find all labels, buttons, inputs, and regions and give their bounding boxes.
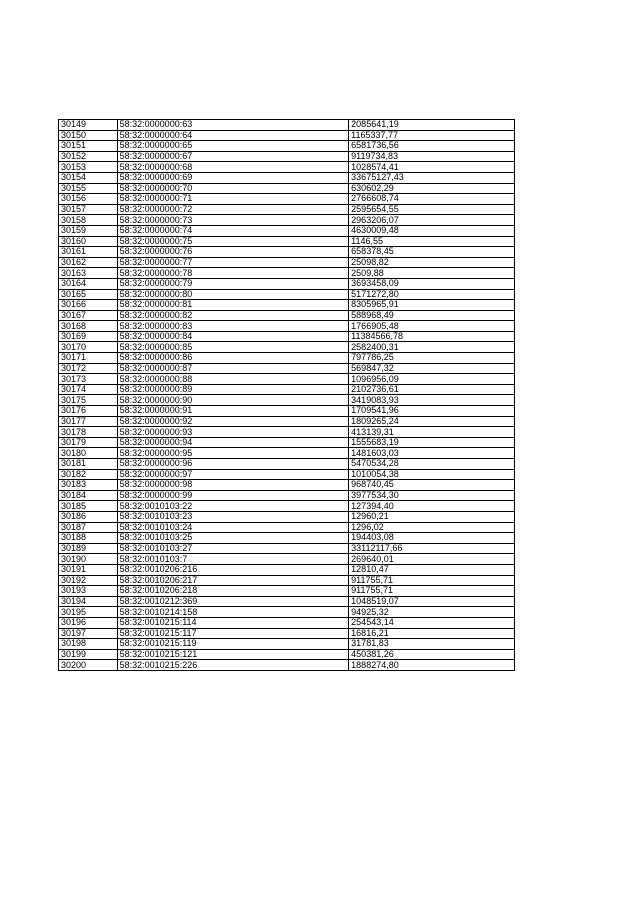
row-number-cell: 30153 — [59, 162, 118, 173]
table-row — [59, 172, 515, 183]
value-cell: 33112117,66 — [349, 543, 515, 554]
table-row — [59, 607, 515, 618]
row-number-cell: 30183 — [59, 480, 118, 491]
table-row — [59, 617, 515, 628]
row-number-cell: 30179 — [59, 437, 118, 448]
cadastral-number-cell: 58:32:0000000:80 — [117, 289, 349, 300]
table-row — [59, 363, 515, 374]
row-number-cell: 30150 — [59, 130, 118, 141]
table-row — [59, 204, 515, 215]
table-row — [59, 268, 515, 279]
table-row — [59, 416, 515, 427]
table-row — [59, 151, 515, 162]
cadastral-number-cell: 58:32:0000000:64 — [117, 130, 349, 141]
row-number-cell: 30165 — [59, 289, 118, 300]
value-cell: 968740,45 — [349, 480, 515, 491]
value-cell: 1888274,80 — [349, 660, 515, 671]
value-cell: 3977534,30 — [349, 490, 515, 501]
row-number-cell: 30169 — [59, 331, 118, 342]
table-row — [59, 639, 515, 650]
row-number-cell: 30199 — [59, 649, 118, 660]
table-row — [59, 596, 515, 607]
value-cell: 911755,71 — [349, 575, 515, 586]
row-number-cell: 30182 — [59, 469, 118, 480]
table-row — [59, 522, 515, 533]
value-cell: 3419083,93 — [349, 395, 515, 406]
table-row — [59, 194, 515, 205]
cadastral-number-cell: 58:32:0000000:84 — [117, 331, 349, 342]
cadastral-number-cell: 58:32:0010215:114 — [117, 617, 349, 628]
value-cell: 413139,31 — [349, 427, 515, 438]
row-number-cell: 30156 — [59, 194, 118, 205]
table-row — [59, 395, 515, 406]
table-row — [59, 130, 515, 141]
cadastral-number-cell: 58:32:0010206:217 — [117, 575, 349, 586]
value-cell: 9119734,83 — [349, 151, 515, 162]
table-row — [59, 257, 515, 268]
cadastral-number-cell: 58:32:0000000:63 — [117, 120, 349, 131]
value-cell: 16816,21 — [349, 628, 515, 639]
cadastral-number-cell: 58:32:0000000:81 — [117, 300, 349, 311]
row-number-cell: 30159 — [59, 225, 118, 236]
table-row — [59, 543, 515, 554]
value-cell: 1555683,19 — [349, 437, 515, 448]
value-cell: 12960,21 — [349, 511, 515, 522]
row-number-cell: 30187 — [59, 522, 118, 533]
table-row — [59, 141, 515, 152]
row-number-cell: 30191 — [59, 564, 118, 575]
value-cell: 269640,01 — [349, 554, 515, 565]
value-cell: 630602,29 — [349, 183, 515, 194]
cadastral-number-cell: 58:32:0000000:96 — [117, 459, 349, 470]
cadastral-number-cell: 58:32:0000000:65 — [117, 141, 349, 152]
row-number-cell: 30197 — [59, 628, 118, 639]
table-row — [59, 501, 515, 512]
value-cell: 1296,02 — [349, 522, 515, 533]
value-cell: 2509,88 — [349, 268, 515, 279]
row-number-cell: 30158 — [59, 215, 118, 226]
cadastral-number-cell: 58:32:0000000:92 — [117, 416, 349, 427]
cadastral-number-cell: 58:32:0010214:158 — [117, 607, 349, 618]
row-number-cell: 30196 — [59, 617, 118, 628]
cadastral-number-cell: 58:32:0000000:78 — [117, 268, 349, 279]
table-row — [59, 225, 515, 236]
row-number-cell: 30175 — [59, 395, 118, 406]
row-number-cell: 30192 — [59, 575, 118, 586]
value-cell: 658378,45 — [349, 247, 515, 258]
row-number-cell: 30168 — [59, 321, 118, 332]
cadastral-number-cell: 58:32:0000000:94 — [117, 437, 349, 448]
cadastral-number-cell: 58:32:0010103:24 — [117, 522, 349, 533]
cadastral-number-cell: 58:32:0010103:22 — [117, 501, 349, 512]
table-row — [59, 554, 515, 565]
value-cell: 569847,32 — [349, 363, 515, 374]
cadastral-number-cell: 58:32:0010103:27 — [117, 543, 349, 554]
row-number-cell: 30184 — [59, 490, 118, 501]
cadastral-number-cell: 58:32:0010215:117 — [117, 628, 349, 639]
table-row — [59, 511, 515, 522]
row-number-cell: 30178 — [59, 427, 118, 438]
value-cell: 94925,32 — [349, 607, 515, 618]
value-cell: 6581736,56 — [349, 141, 515, 152]
row-number-cell: 30193 — [59, 586, 118, 597]
value-cell: 12810,47 — [349, 564, 515, 575]
table-row — [59, 469, 515, 480]
value-cell: 5470534,28 — [349, 459, 515, 470]
cadastral-number-cell: 58:32:0000000:89 — [117, 384, 349, 395]
value-cell: 2963206,07 — [349, 215, 515, 226]
cadastral-number-cell: 58:32:0000000:95 — [117, 448, 349, 459]
value-cell: 588968,49 — [349, 310, 515, 321]
cadastral-number-cell: 58:32:0010103:25 — [117, 533, 349, 544]
value-cell: 194403,08 — [349, 533, 515, 544]
table-row — [59, 660, 515, 671]
row-number-cell: 30190 — [59, 554, 118, 565]
table-body — [59, 120, 515, 671]
row-number-cell: 30152 — [59, 151, 118, 162]
row-number-cell: 30164 — [59, 278, 118, 289]
cadastral-number-cell: 58:32:0010215:226 — [117, 660, 349, 671]
cadastral-number-cell: 58:32:0000000:73 — [117, 215, 349, 226]
cadastral-number-cell: 58:32:0000000:67 — [117, 151, 349, 162]
value-cell: 4630009,48 — [349, 225, 515, 236]
cadastral-number-cell: 58:32:0000000:85 — [117, 342, 349, 353]
cadastral-number-cell: 58:32:0010206:216 — [117, 564, 349, 575]
cadastral-number-cell: 58:32:0000000:72 — [117, 204, 349, 215]
cadastral-number-cell: 58:32:0000000:74 — [117, 225, 349, 236]
table-row — [59, 278, 515, 289]
row-number-cell: 30149 — [59, 120, 118, 131]
value-cell: 2102736,61 — [349, 384, 515, 395]
value-cell: 2085641,19 — [349, 120, 515, 131]
value-cell: 1165337,77 — [349, 130, 515, 141]
row-number-cell: 30186 — [59, 511, 118, 522]
cadastral-number-cell: 58:32:0000000:99 — [117, 490, 349, 501]
cadastral-number-cell: 58:32:0000000:98 — [117, 480, 349, 491]
cadastral-number-cell: 58:32:0000000:70 — [117, 183, 349, 194]
cadastral-number-cell: 58:32:0000000:86 — [117, 353, 349, 364]
value-cell: 1766905,48 — [349, 321, 515, 332]
table-row — [59, 247, 515, 258]
cadastral-number-cell: 58:32:0000000:97 — [117, 469, 349, 480]
table-row — [59, 300, 515, 311]
row-number-cell: 30160 — [59, 236, 118, 247]
cadastral-number-cell: 58:32:0000000:83 — [117, 321, 349, 332]
table-row — [59, 342, 515, 353]
table-row — [59, 575, 515, 586]
cadastral-number-cell: 58:32:0000000:91 — [117, 406, 349, 417]
table-row — [59, 215, 515, 226]
cadastral-number-cell: 58:32:0000000:68 — [117, 162, 349, 173]
value-cell: 33675127,43 — [349, 172, 515, 183]
table-row — [59, 480, 515, 491]
cadastral-number-cell: 58:32:0000000:71 — [117, 194, 349, 205]
value-cell: 450381,26 — [349, 649, 515, 660]
value-cell: 254543,14 — [349, 617, 515, 628]
table-row — [59, 331, 515, 342]
cadastral-number-cell: 58:32:0000000:88 — [117, 374, 349, 385]
row-number-cell: 30155 — [59, 183, 118, 194]
row-number-cell: 30174 — [59, 384, 118, 395]
cadastral-number-cell: 58:32:0010206:218 — [117, 586, 349, 597]
cadastral-number-cell: 58:32:0010215:119 — [117, 639, 349, 650]
cadastral-number-cell: 58:32:0000000:90 — [117, 395, 349, 406]
table-row — [59, 564, 515, 575]
row-number-cell: 30177 — [59, 416, 118, 427]
row-number-cell: 30198 — [59, 639, 118, 650]
table-row — [59, 236, 515, 247]
cadastral-number-cell: 58:32:0000000:75 — [117, 236, 349, 247]
cadastral-number-cell: 58:32:0000000:79 — [117, 278, 349, 289]
row-number-cell: 30154 — [59, 172, 118, 183]
value-cell: 8305965,91 — [349, 300, 515, 311]
row-number-cell: 30163 — [59, 268, 118, 279]
row-number-cell: 30181 — [59, 459, 118, 470]
row-number-cell: 30167 — [59, 310, 118, 321]
cadastral-number-cell: 58:32:0000000:93 — [117, 427, 349, 438]
table-row — [59, 406, 515, 417]
row-number-cell: 30176 — [59, 406, 118, 417]
value-cell: 3693458,09 — [349, 278, 515, 289]
table-row — [59, 162, 515, 173]
table-row — [59, 353, 515, 364]
value-cell: 1146,55 — [349, 236, 515, 247]
table-row — [59, 649, 515, 660]
row-number-cell: 30157 — [59, 204, 118, 215]
table-row — [59, 448, 515, 459]
table-row — [59, 459, 515, 470]
row-number-cell: 30162 — [59, 257, 118, 268]
table-row — [59, 183, 515, 194]
cadastral-number-cell: 58:32:0010103:23 — [117, 511, 349, 522]
row-number-cell: 30172 — [59, 363, 118, 374]
table-row — [59, 427, 515, 438]
table-row — [59, 437, 515, 448]
cadastral-number-cell: 58:32:0010212:369 — [117, 596, 349, 607]
value-cell: 1028574,41 — [349, 162, 515, 173]
value-cell: 5171272,80 — [349, 289, 515, 300]
value-cell: 31781,83 — [349, 639, 515, 650]
table-row — [59, 533, 515, 544]
row-number-cell: 30200 — [59, 660, 118, 671]
row-number-cell: 30161 — [59, 247, 118, 258]
value-cell: 1809265,24 — [349, 416, 515, 427]
value-cell: 911755,71 — [349, 586, 515, 597]
cadastral-number-cell: 58:32:0010215:121 — [117, 649, 349, 660]
row-number-cell: 30195 — [59, 607, 118, 618]
cadastral-number-cell: 58:32:0000000:77 — [117, 257, 349, 268]
data-table — [58, 119, 515, 671]
row-number-cell: 30180 — [59, 448, 118, 459]
row-number-cell: 30171 — [59, 353, 118, 364]
cadastral-number-cell: 58:32:0000000:76 — [117, 247, 349, 258]
cadastral-number-cell: 58:32:0000000:87 — [117, 363, 349, 374]
value-cell: 2766608,74 — [349, 194, 515, 205]
table-row — [59, 321, 515, 332]
row-number-cell: 30185 — [59, 501, 118, 512]
table-row — [59, 384, 515, 395]
row-number-cell: 30188 — [59, 533, 118, 544]
table-row — [59, 289, 515, 300]
value-cell: 1481603,03 — [349, 448, 515, 459]
cadastral-number-cell: 58:32:0000000:69 — [117, 172, 349, 183]
table-row — [59, 310, 515, 321]
table-row — [59, 628, 515, 639]
value-cell: 25098,82 — [349, 257, 515, 268]
table-row — [59, 586, 515, 597]
row-number-cell: 30194 — [59, 596, 118, 607]
value-cell: 11384566,78 — [349, 331, 515, 342]
table-row — [59, 374, 515, 385]
row-number-cell: 30173 — [59, 374, 118, 385]
cadastral-number-cell: 58:32:0000000:82 — [117, 310, 349, 321]
table-row — [59, 490, 515, 501]
value-cell: 1048519,07 — [349, 596, 515, 607]
value-cell: 797786,25 — [349, 353, 515, 364]
row-number-cell: 30166 — [59, 300, 118, 311]
value-cell: 1096956,09 — [349, 374, 515, 385]
row-number-cell: 30189 — [59, 543, 118, 554]
value-cell: 2595654,55 — [349, 204, 515, 215]
table-row — [59, 120, 515, 131]
value-cell: 127394,40 — [349, 501, 515, 512]
value-cell: 1709541,96 — [349, 406, 515, 417]
value-cell: 2582400,31 — [349, 342, 515, 353]
row-number-cell: 30151 — [59, 141, 118, 152]
row-number-cell: 30170 — [59, 342, 118, 353]
cadastral-number-cell: 58:32:0010103:7 — [117, 554, 349, 565]
value-cell: 1010054,38 — [349, 469, 515, 480]
